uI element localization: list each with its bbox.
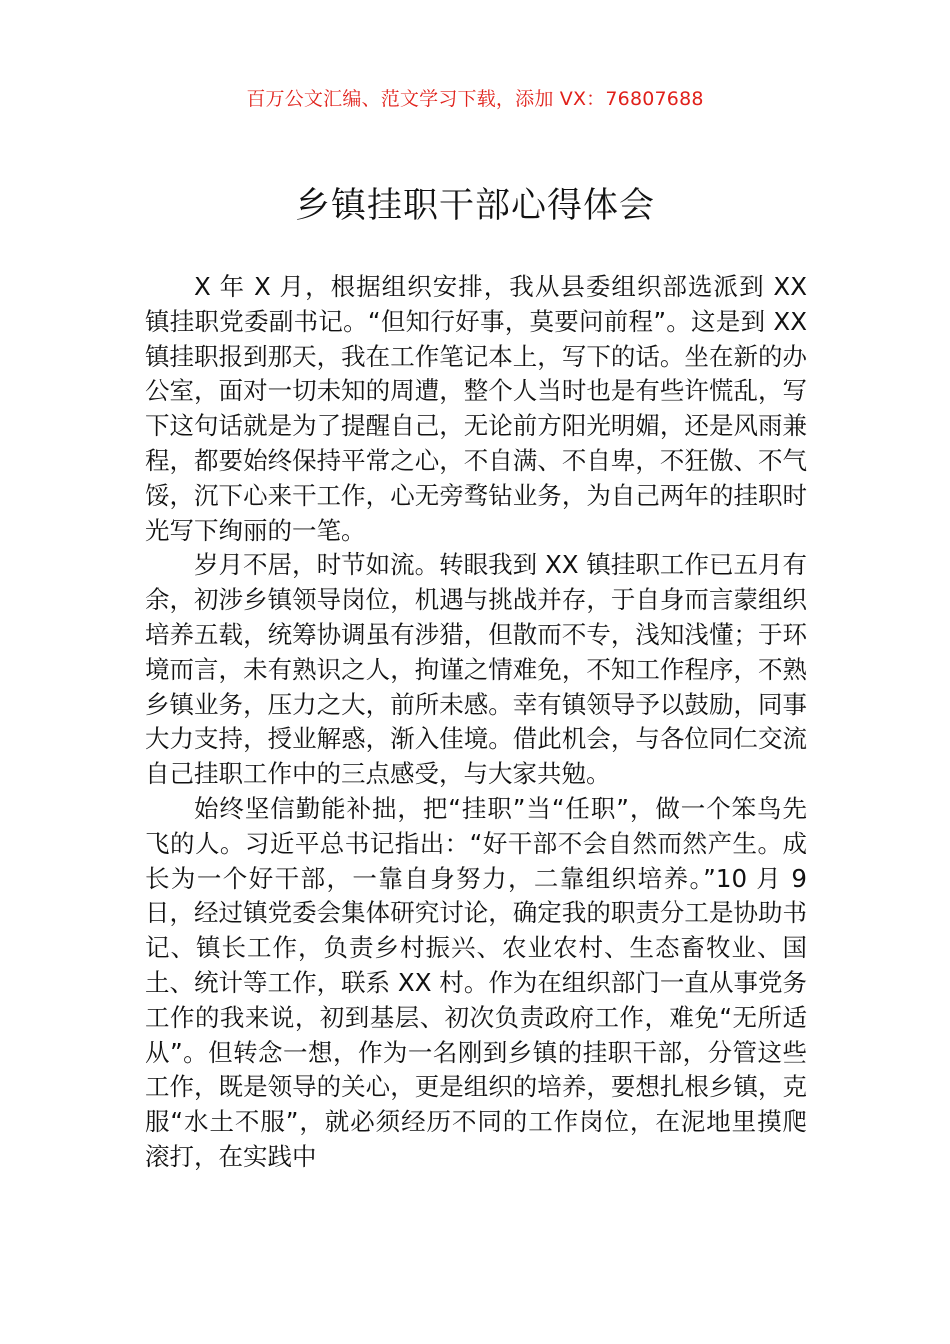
document-body	[145, 270, 807, 1175]
document-title: 乡镇挂职干部心得体会	[294, 186, 655, 226]
paragraph-1: X 年 X 月，根据组织安排，我从县委组织部选派到 XX 镇挂职党委副书记。“但知行好事，莫要问前程”。这是到 XX 镇挂职报到那天，我在工作笔记本上，写下的话。坐在新的办公室，面对一切未知的周遭，整个人当时也是有些许慌乱，写下这句话就是为了提醒自己，无论前方阳光明媚，还是风雨兼程，都要始终保持平常之心，不自满、不自卑，不狂傲、不气馁，沉下心来干工作，心无旁骛钻业务，为自己两年的挂职时光写下绚丽的一笔。	[145, 272, 807, 545]
header-watermark-note: 百万公文汇编、范文学习下载，添加 VX：76807688	[246, 88, 704, 110]
paragraph-3: 始终坚信勤能补拙，把“挂职”当“任职”，做一个笨鸟先飞的人。习近平总书记指出：“好干部不会自然而然产生。成长为一个好干部，一靠自身努力，二靠组织培养。”10 月 9 日，经过镇党委会集体研究讨论，确定我的职责分工是协助书记、镇长工作，负责乡村振兴、农业农村、生态畜牧业、国土、统计等工作，联系 XX 村。作为在组织部门一直从事党务工作的我来说，初到基层、初次负责政府工作，难免“无所适从”。但转念一想，作为一名刚到乡镇的挂职干部，分管这些工作，既是领导的关心，更是组织的培养，要想扎根乡镇，克服“水土不服”，就必须经历不同的工作岗位，在泥地里摸爬滚打，在实践中	[145, 793, 807, 1171]
paragraph-2: 岁月不居，时节如流。转眼我到 XX 镇挂职工作已五月有余，初涉乡镇领导岗位，机遇与挑战并存，于自身而言蒙组织培养五载，统筹协调虽有涉猎，但散而不专，浅知浅懂；于环境而言，未有熟识之人，拘谨之情难免，不知工作程序，不熟乡镇业务，压力之大，前所未感。幸有镇领导予以鼓励，同事大力支持，授业解惑，渐入佳境。借此机会，与各位同仁交流自己挂职工作中的三点感受，与大家共勉。	[145, 550, 807, 789]
